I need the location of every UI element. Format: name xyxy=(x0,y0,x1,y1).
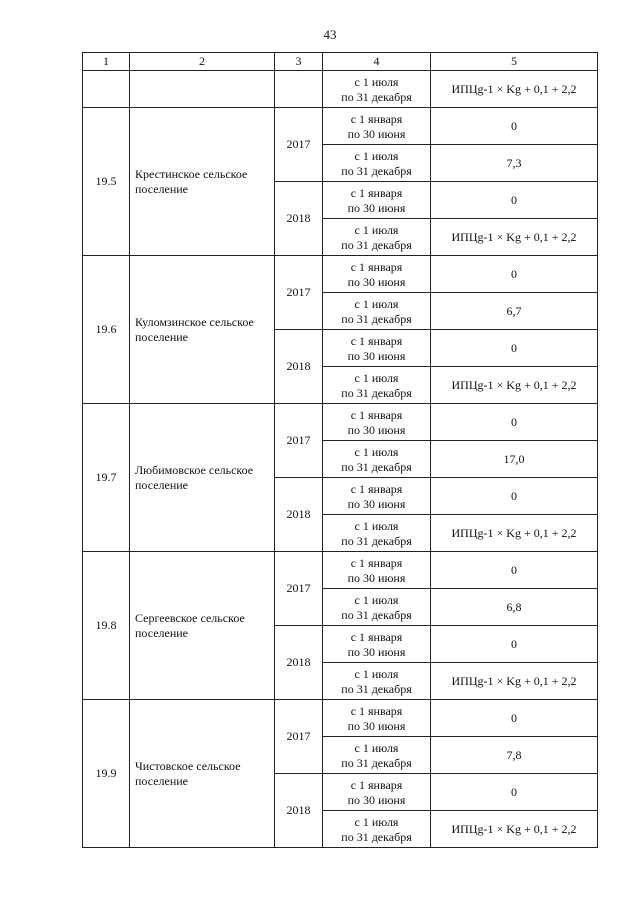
item-number: 19.5 xyxy=(83,108,130,256)
period-start: с 1 июля xyxy=(354,444,399,459)
settlement-name: Куломзинское сельское поселение xyxy=(130,256,275,404)
item-number: 19.6 xyxy=(83,256,130,404)
period-start: с 1 января xyxy=(350,333,403,348)
period-start: с 1 июля xyxy=(354,370,399,385)
empty-cell xyxy=(275,71,323,108)
value-cell: 0 xyxy=(431,478,598,515)
period-end: по 31 декабря xyxy=(341,459,412,474)
table-row xyxy=(83,256,598,293)
column-header-4: 4 xyxy=(323,53,431,71)
period-end: по 30 июня xyxy=(347,422,406,437)
period-cell xyxy=(323,441,431,478)
period-cell xyxy=(323,145,431,182)
value-cell: 0 xyxy=(431,182,598,219)
period-end: по 30 июня xyxy=(347,718,406,733)
period-cell xyxy=(323,108,431,145)
period-end: по 30 июня xyxy=(347,348,406,363)
period-cell xyxy=(323,293,431,330)
value-cell: 7,3 xyxy=(431,145,598,182)
year-cell: 2018 xyxy=(275,478,323,552)
period-end: по 30 июня xyxy=(347,644,406,659)
settlement-name: Чистовское сельское поселение xyxy=(130,700,275,848)
period-cell xyxy=(323,515,431,552)
period-end: по 31 декабря xyxy=(341,89,412,104)
period-cell xyxy=(323,811,431,848)
period-cell xyxy=(323,219,431,256)
period-cell xyxy=(323,589,431,626)
table-row xyxy=(83,404,598,441)
period-start: с 1 июля xyxy=(354,222,399,237)
settlement-name: Сергеевское сельское поселение xyxy=(130,552,275,700)
period-start: с 1 июля xyxy=(354,148,399,163)
period-cell xyxy=(323,478,431,515)
value-cell: ИПЦg-1 × Kg + 0,1 + 2,2 xyxy=(431,811,598,848)
period-start: с 1 января xyxy=(350,407,403,422)
period-end: по 31 декабря xyxy=(341,607,412,622)
value-cell: ИПЦg-1 × Kg + 0,1 + 2,2 xyxy=(431,219,598,256)
value-cell: ИПЦg-1 × Kg + 0,1 + 2,2 xyxy=(431,367,598,404)
period-end: по 30 июня xyxy=(347,496,406,511)
period-start: с 1 июля xyxy=(354,814,399,829)
column-header-3: 3 xyxy=(275,53,323,71)
period-start: с 1 июля xyxy=(354,666,399,681)
empty-cell xyxy=(130,71,275,108)
period-end: по 31 декабря xyxy=(341,311,412,326)
page-number: 43 xyxy=(323,27,337,42)
period-end: по 31 декабря xyxy=(341,829,412,844)
value-cell: ИПЦg-1 × Kg + 0,1 + 2,2 xyxy=(431,663,598,700)
value-cell: 6,7 xyxy=(431,293,598,330)
header-row xyxy=(83,53,598,71)
item-number: 19.7 xyxy=(83,404,130,552)
value-cell: 0 xyxy=(431,256,598,293)
period-cell xyxy=(323,663,431,700)
column-header-5: 5 xyxy=(431,53,598,71)
period-start: с 1 января xyxy=(350,703,403,718)
period-start: с 1 января xyxy=(350,185,403,200)
period-cell xyxy=(323,552,431,589)
item-number: 19.8 xyxy=(83,552,130,700)
value-cell: 0 xyxy=(431,330,598,367)
empty-cell xyxy=(83,71,130,108)
year-cell: 2018 xyxy=(275,626,323,700)
value-cell: 0 xyxy=(431,108,598,145)
continuation-row xyxy=(83,71,598,108)
period-end: по 31 декабря xyxy=(341,163,412,178)
period-start: с 1 января xyxy=(350,629,403,644)
period-end: по 31 декабря xyxy=(341,237,412,252)
value-cell: ИПЦg-1 × Kg + 0,1 + 2,2 xyxy=(431,71,598,108)
item-number: 19.9 xyxy=(83,700,130,848)
period-end: по 30 июня xyxy=(347,274,406,289)
period-end: по 31 декабря xyxy=(341,533,412,548)
settlement-name: Любимовское сельское поселение xyxy=(130,404,275,552)
table-row xyxy=(83,700,598,737)
table-row xyxy=(83,552,598,589)
period-end: по 31 декабря xyxy=(341,755,412,770)
year-cell: 2017 xyxy=(275,108,323,182)
period-start: с 1 июля xyxy=(354,518,399,533)
period-start: с 1 июля xyxy=(354,296,399,311)
period-cell xyxy=(323,256,431,293)
period-end: по 30 июня xyxy=(347,792,406,807)
period-cell xyxy=(323,774,431,811)
year-cell: 2018 xyxy=(275,182,323,256)
value-cell: 0 xyxy=(431,700,598,737)
value-cell: 17,0 xyxy=(431,441,598,478)
period-end: по 30 июня xyxy=(347,200,406,215)
settlement-name: Крестинское сельское поселение xyxy=(130,108,275,256)
value-cell: 0 xyxy=(431,404,598,441)
period-start: с 1 января xyxy=(350,555,403,570)
year-cell: 2018 xyxy=(275,774,323,848)
period-start: с 1 июля xyxy=(354,740,399,755)
period-cell xyxy=(323,626,431,663)
tariff-table xyxy=(82,52,598,848)
value-cell: 6,8 xyxy=(431,589,598,626)
period-start: с 1 июля xyxy=(354,592,399,607)
year-cell: 2017 xyxy=(275,404,323,478)
period-start: с 1 января xyxy=(350,111,403,126)
period-cell xyxy=(323,700,431,737)
value-cell: 7,8 xyxy=(431,737,598,774)
period-end: по 30 июня xyxy=(347,570,406,585)
column-header-1: 1 xyxy=(83,53,130,71)
period-cell xyxy=(323,404,431,441)
value-cell: ИПЦg-1 × Kg + 0,1 + 2,2 xyxy=(431,515,598,552)
year-cell: 2017 xyxy=(275,700,323,774)
period-cell xyxy=(323,330,431,367)
period-start: с 1 января xyxy=(350,259,403,274)
period-cell xyxy=(323,182,431,219)
period-end: по 30 июня xyxy=(347,126,406,141)
year-cell: 2018 xyxy=(275,330,323,404)
year-cell: 2017 xyxy=(275,256,323,330)
period-end: по 31 декабря xyxy=(341,385,412,400)
table-row xyxy=(83,108,598,145)
value-cell: 0 xyxy=(431,626,598,663)
period-cell xyxy=(323,71,431,108)
period-start: с 1 июля xyxy=(354,74,399,89)
period-start: с 1 января xyxy=(350,777,403,792)
value-cell: 0 xyxy=(431,774,598,811)
period-end: по 31 декабря xyxy=(341,681,412,696)
period-start: с 1 января xyxy=(350,481,403,496)
year-cell: 2017 xyxy=(275,552,323,626)
column-header-2: 2 xyxy=(130,53,275,71)
period-cell xyxy=(323,367,431,404)
period-cell xyxy=(323,737,431,774)
value-cell: 0 xyxy=(431,552,598,589)
